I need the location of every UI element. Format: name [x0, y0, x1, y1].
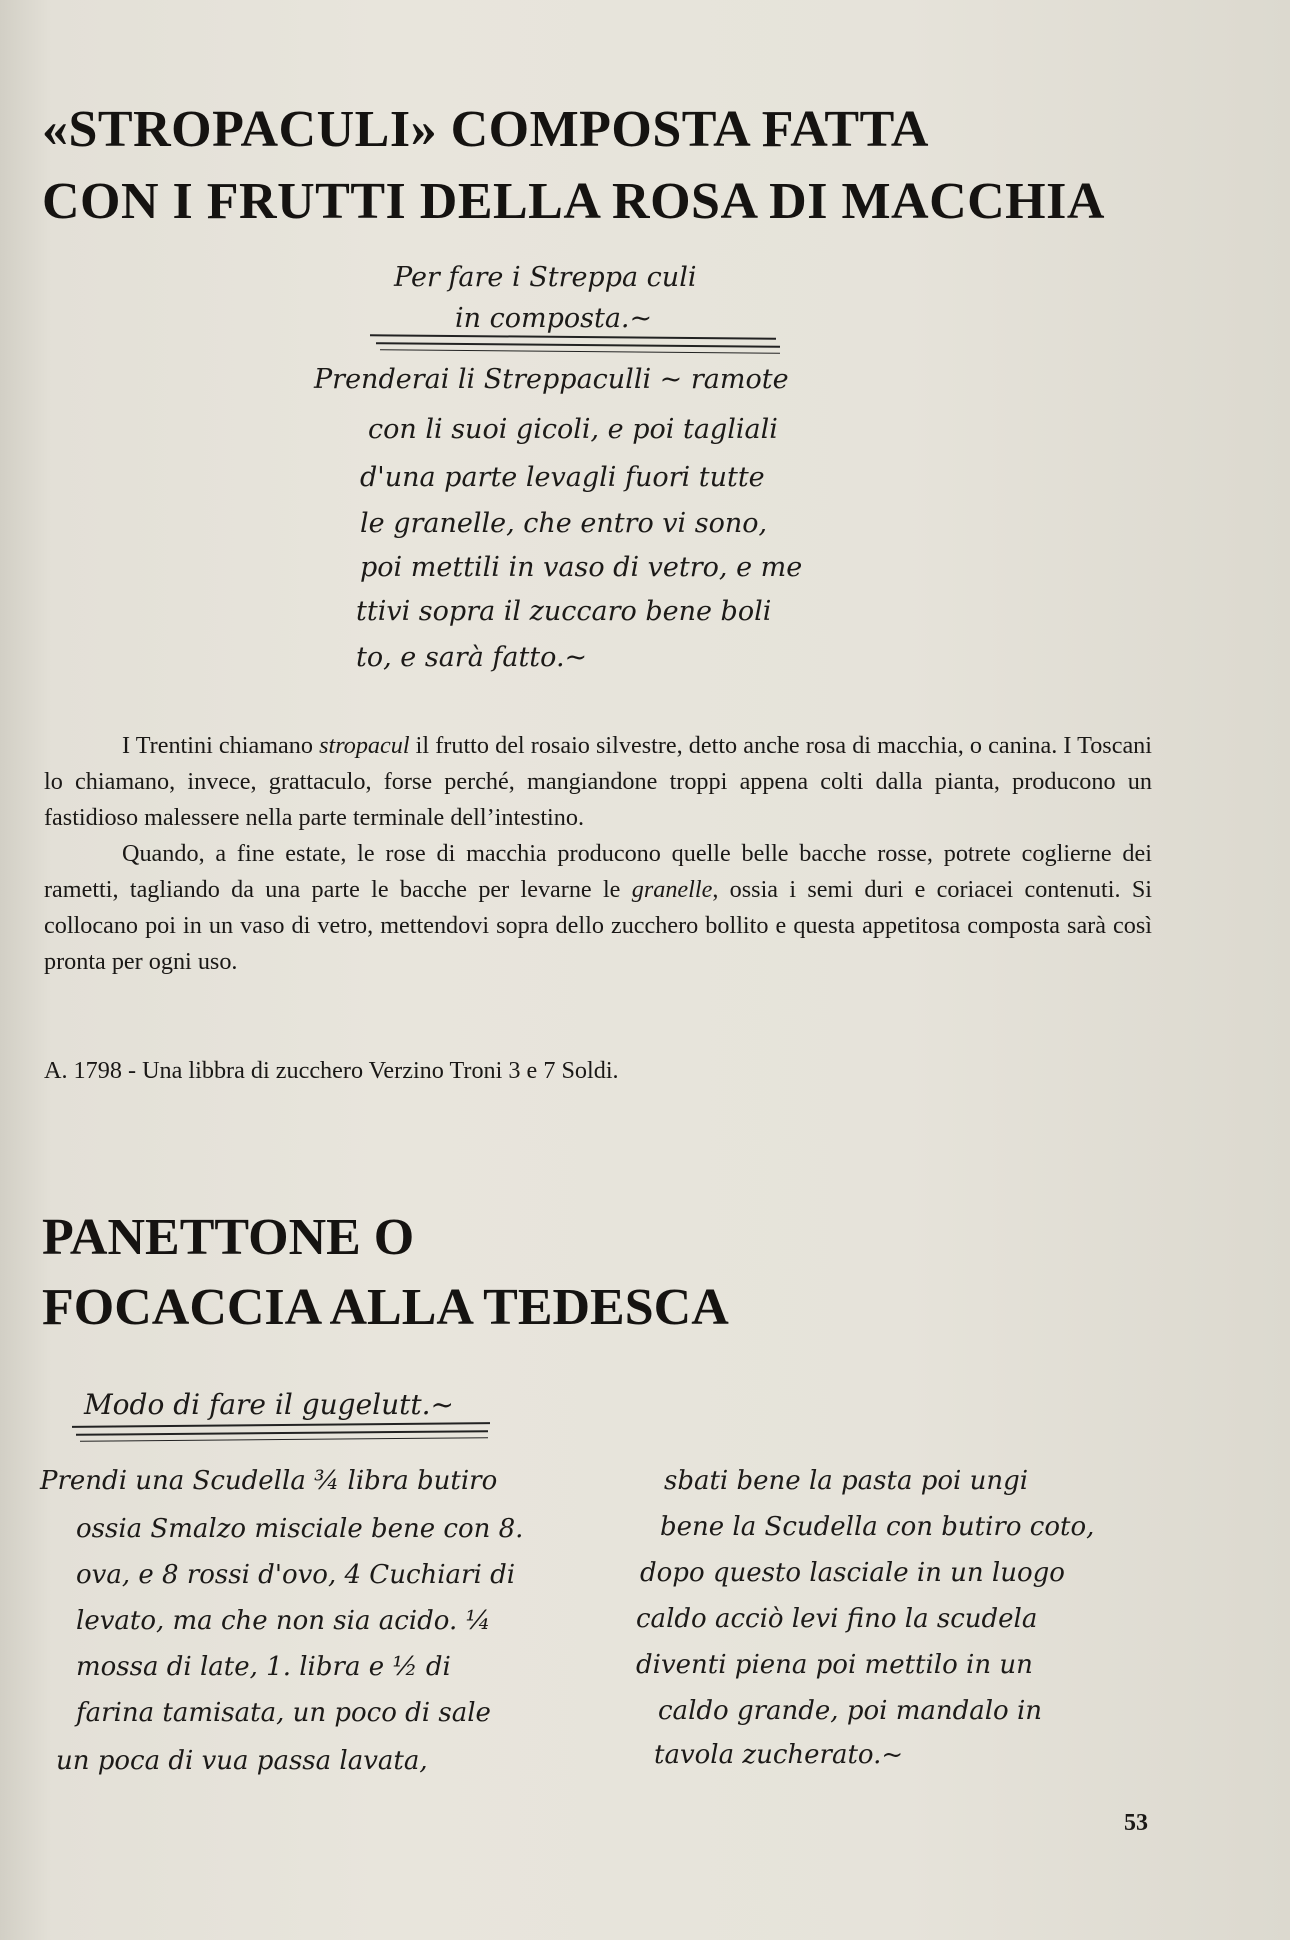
manuscript-right-line: caldo grande, poi mandalo in — [658, 1696, 1043, 1726]
text-run: Quando, a fine estate, le rose di macchia producono quelle belle bacche rosse, potrete coglierne dei rametti, tagliando da una parte le bacche per levarne le — [44, 840, 1152, 903]
manuscript-line: con li suoi gicoli, e poi tagliali — [368, 414, 778, 445]
manuscript-right-line: caldo acciò levi fino la scudela — [636, 1604, 1038, 1634]
manuscript-left-line: mossa di late, 1. libra e ½ di — [76, 1652, 451, 1682]
manuscript-line: Prenderai li Streppaculli ~ ramote — [314, 364, 789, 395]
recipe-stropaculi-body — [44, 728, 1152, 980]
manuscript-right-line: dopo questo lasciale in un luogo — [640, 1558, 1065, 1588]
recipe-title-panettone-line2: FOCACCIA ALLA TEDESCA — [42, 1279, 729, 1336]
manuscript-heading-line: in composta.~ — [455, 303, 653, 334]
recipe-title-stropaculi-line1: «STROPACULI» COMPOSTA FATTA — [42, 101, 929, 158]
body-paragraph — [44, 836, 1152, 980]
manuscript-heading-line: Modo di fare il gugelutt.~ — [84, 1388, 455, 1421]
manuscript-underline — [80, 1437, 488, 1442]
recipe-title-panettone-line1: PANETTONE O — [42, 1209, 415, 1266]
manuscript-left-line: levato, ma che non sia acido. ¼ — [76, 1606, 491, 1636]
manuscript-left-line: Prendi una Scudella ¾ libra butiro — [40, 1466, 498, 1496]
body-paragraph — [44, 728, 1152, 836]
text-run: I Trentini chiamano — [122, 732, 320, 759]
manuscript-right-line: tavola zucherato.~ — [654, 1740, 904, 1770]
manuscript-left-line: ossia Smalzo misciale bene con 8. — [76, 1514, 524, 1544]
manuscript-underline — [72, 1422, 490, 1428]
text-run-italic: granelle — [631, 876, 713, 903]
manuscript-right-line: diventi piena poi mettilo in un — [636, 1650, 1033, 1680]
manuscript-line: d'una parte levagli fuori tutte — [360, 462, 765, 493]
manuscript-left-line: ova, e 8 rossi d'ovo, 4 Cuchiari di — [76, 1560, 516, 1590]
manuscript-underline — [380, 349, 780, 353]
manuscript-underline — [376, 342, 780, 348]
manuscript-underline — [76, 1430, 488, 1436]
manuscript-right-line: sbati bene la pasta poi ungi — [664, 1466, 1029, 1496]
manuscript-line: to, e sarà fatto.~ — [356, 642, 588, 673]
manuscript-heading-line: Per fare i Streppa culi — [394, 262, 697, 293]
manuscript-line: poi mettili in vaso di vetro, e me — [360, 552, 803, 583]
text-run: il frutto del rosaio silvestre, detto anche rosa di macchia, o canina. I Toscani lo chiamano, invece, grattaculo, forse perché, mangiandone troppi appena colti dalla pianta, producono un fastidioso malessere nella parte terminale dell’intestino. — [44, 732, 1152, 831]
text-run-italic: stropacul — [319, 732, 410, 759]
price-note: A. 1798 - Una libbra di zucchero Verzino Troni 3 e 7 Soldi. — [44, 1057, 619, 1084]
manuscript-line: le granelle, che entro vi sono, — [360, 508, 768, 539]
manuscript-left-line: un poca di vua passa lavata, — [56, 1746, 428, 1776]
text-run: , ossia i semi duri e coriacei contenuti. Si collocano poi in un vaso di vetro, mettendovi sopra dello zucchero bollito e questa appetitosa composta sarà così pronta per ogni uso. — [44, 876, 1152, 975]
manuscript-underline — [370, 334, 776, 340]
manuscript-left-line: farina tamisata, un poco di sale — [76, 1698, 491, 1728]
recipe-title-stropaculi-line2: CON I FRUTTI DELLA ROSA DI MACCHIA — [42, 173, 1105, 230]
manuscript-line: ttivi sopra il zuccaro bene boli — [356, 596, 772, 627]
manuscript-right-line: bene la Scudella con butiro coto, — [660, 1512, 1095, 1542]
page-number: 53 — [1124, 1810, 1148, 1836]
